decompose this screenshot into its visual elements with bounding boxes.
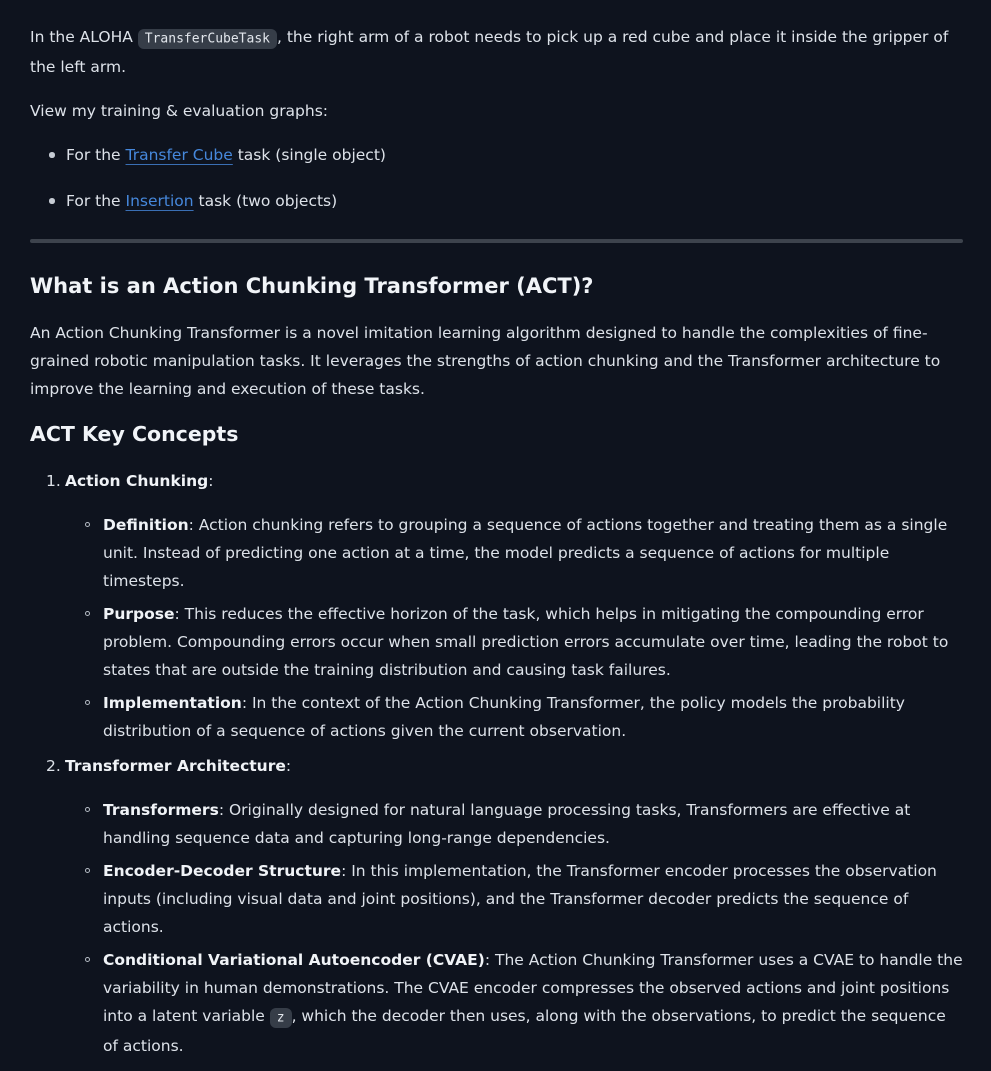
subconcept-term: Transformers xyxy=(103,801,219,819)
graphs-intro-text: View my training & evaluation graphs: xyxy=(30,102,329,120)
concept-item-transformer-architecture xyxy=(30,752,963,1060)
subconcept-text: : This reduces the effective horizon of the task, which helps in mitigating the compounding error problem. Compounding errors occur when small prediction errors accumulate over time, leading the robot to states that are outside the training distribution and causing task failures. xyxy=(103,605,949,679)
subconcept-item-encoder-decoder xyxy=(103,857,963,941)
subconcept-list xyxy=(65,511,963,745)
subconcept-text: : The Action Chunking Transformer uses a CVAE to handle the variability in human demonstrations. The CVAE encoder compresses the observed actions and joint positions into a latent variable xyxy=(103,951,963,1025)
graph-links-list xyxy=(30,141,963,215)
subconcept-item-implementation xyxy=(103,689,963,745)
circle-bullet-icon xyxy=(85,611,90,616)
circle-bullet-icon xyxy=(85,700,90,705)
intro-paragraph xyxy=(30,23,963,81)
subconcept-term: Definition xyxy=(103,516,189,534)
bullet-icon xyxy=(49,198,55,204)
act-description: An Action Chunking Transformer is a novel imitation learning algorithm designed to handle the complexities of fine-grained robotic manipulation tasks. It leverages the strengths of action chunking and the Transformer architecture to improve the learning and execution of these tasks. xyxy=(30,324,941,398)
circle-bullet-icon xyxy=(85,522,90,527)
bullet-icon xyxy=(49,152,55,158)
subconcept-term: Purpose xyxy=(103,605,175,623)
subconcept-text: : In this implementation, the Transformer encoder processes the observation inputs (including visual data and joint positions), and the Transformer decoder predicts the sequence of actions. xyxy=(103,862,937,936)
insertion-link[interactable]: Insertion xyxy=(125,192,194,210)
subconcept-list xyxy=(65,796,963,1060)
concept-title-suffix: : xyxy=(285,757,292,775)
subconcept-item-purpose xyxy=(103,600,963,684)
item-number: 1. xyxy=(46,472,61,490)
circle-bullet-icon xyxy=(85,868,90,873)
list-text: task (single object) xyxy=(232,146,386,164)
subconcept-text-after: , which the decoder then uses, along with the observations, to predict the sequence of actions. xyxy=(103,1007,946,1055)
subconcept-item-cvae xyxy=(103,946,963,1060)
list-text: task (two objects) xyxy=(193,192,338,210)
subconcept-text: : In the context of the Action Chunking Transformer, the policy models the probability distribution of a sequence of actions given the current observation. xyxy=(103,694,905,740)
act-section-heading: What is an Action Chunking Transformer (ACT)? xyxy=(30,274,594,298)
list-text: For the xyxy=(66,146,126,164)
concept-title: Action Chunking xyxy=(65,472,209,490)
subconcept-text: : Originally designed for natural language processing tasks, Transformers are effective at handling sequence data and capturing long-range dependencies. xyxy=(103,801,911,847)
concept-title: Transformer Architecture xyxy=(65,757,286,775)
inline-code-transfercubetask: TransferCubeTask xyxy=(138,29,277,50)
subconcept-item-transformers xyxy=(103,796,963,852)
section-divider xyxy=(30,239,963,243)
subconcept-term: Conditional Variational Autoencoder (CVAE) xyxy=(103,951,485,969)
list-text: For the xyxy=(66,192,126,210)
intro-text-after: , the right arm of a robot needs to pick up a red cube and place it inside the gripper of the left arm. xyxy=(30,28,949,76)
concepts-section-heading: ACT Key Concepts xyxy=(30,422,239,446)
inline-code-z: z xyxy=(270,1008,292,1029)
subconcept-item-definition xyxy=(103,511,963,595)
item-number: 2. xyxy=(46,757,61,775)
concept-item-action-chunking xyxy=(30,467,963,745)
transfer-cube-link[interactable]: Transfer Cube xyxy=(125,146,233,164)
subconcept-text: : Action chunking refers to grouping a sequence of actions together and treating them as a single unit. Instead of predicting one action at a time, the model predicts a sequence of actions for multiple timesteps. xyxy=(103,516,948,590)
concepts-list xyxy=(30,467,963,1060)
list-item-transfer-cube xyxy=(30,141,963,169)
intro-text-before: In the ALOHA xyxy=(30,28,138,46)
circle-bullet-icon xyxy=(85,957,90,962)
circle-bullet-icon xyxy=(85,807,90,812)
subconcept-term: Encoder-Decoder Structure xyxy=(103,862,342,880)
subconcept-term: Implementation xyxy=(103,694,242,712)
concept-title-suffix: : xyxy=(208,472,214,490)
list-item-insertion xyxy=(30,187,963,215)
